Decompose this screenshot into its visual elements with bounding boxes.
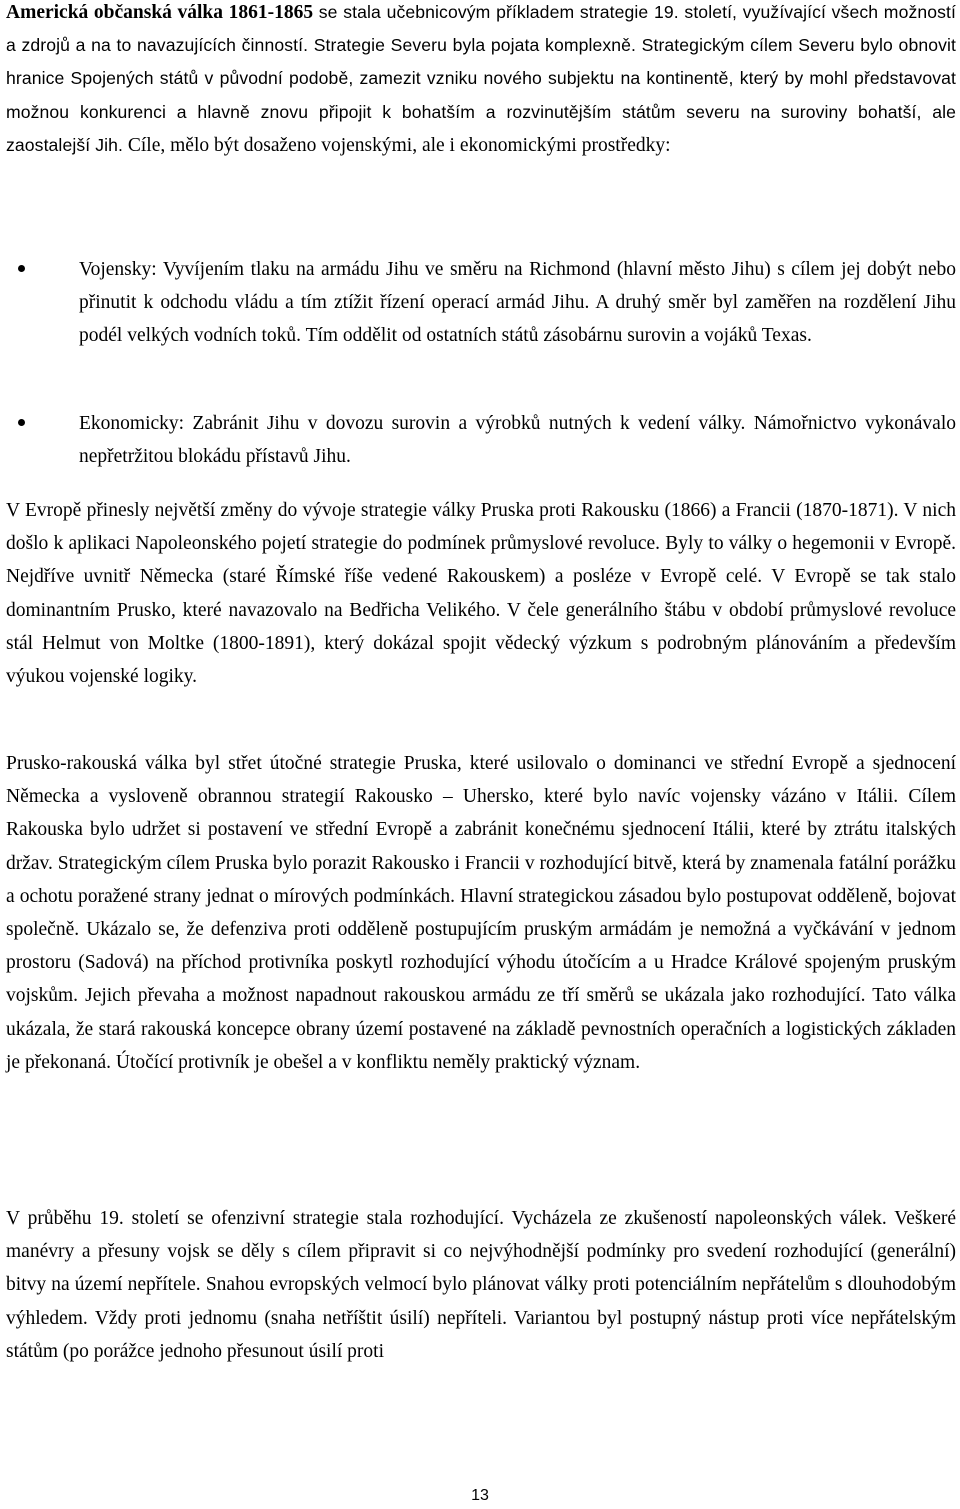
bullet-dot-icon [18,265,25,272]
bullet-text-military: Vojensky: Vyvíjením tlaku na armádu Jihu ve směru na Richmond (hlavní město Jihu) s cílem jej dobýt nebo přinutit k odchodu vládu a tím ztížit řízení operací armád Jihu. A druhý směr byl zaměřen na rozdělení Jihu podél velkých vodních toků. Tím oddělit od ostatních států zásobárnu surovin a vojáků Texas. [79,259,956,347]
paragraph-19th-century: V průběhu 19. století se ofenzivní strategie stala rozhodující. Vycházela ze zkušeností napoleonských válek. Veškeré manévry a přesuny vojsk se děly s cílem připravit si co nejvýhodnější podmínky pro svedení rozhodující (generální) bitvy na území nepřítele. Snahou evropských velmocí bylo plánovat války proti potenciálním nepřátelům s dlouhodobým výhledem. Vždy proti jednomu (snaha netříštit úsilí) nepříteli. Variantou byl postupný nástup proti více nepřátelským státům (po porážce jednoho přesunout úsilí proti [6,1208,956,1362]
intro-text-serif: Cíle, mělo být dosaženo vojenskými, ale i ekonomickými prostředky: [123,134,671,156]
paragraph-europe: V Evropě přinesly největší změny do vývoje strategie války Pruska proti Rakousku (1866) a Francii (1870-1871). V nich došlo k aplikaci Napoleonského pojetí strategie do podmínek průmyslové revoluce. Byly to války o hegemonii v Evropě. Nejdříve uvnitř Německa (staré Římské říše vedené Rakouskem) a posléze v Evropě celé. V Evropě se tak stalo dominantním Prusko, které navazovalo na Bedřicha Velikého. V čele generálního štábu v období průmyslové revoluce stál Helmut von Moltke (1800-1891), který dokázal spojit vědecký výzkum s podrobným plánováním a především výukou vojenské logiky. [6,500,956,688]
bullet-dot-icon [18,419,25,426]
page-number: 13 [471,1487,489,1504]
paragraph-prussia-austria: Prusko-rakouská válka byl střet útočné strategie Pruska, které usilovalo o dominanci ve střední Evropě a sjednocení Německa a vysloveně obrannou strategií Rakousko – Uhersko, které bylo navíc vojensky vázáno v Itálii. Cílem Rakouska bylo udržet si postavení ve střední Evropě a zabránit konečnému sjednocení Itálii, které by ztrátu italských držav. Strategickým cílem Pruska bylo porazit Rakousko i Francii v rozhodující bitvě, která by znamenala fatální porážku a ochotu poražené strany jednat o mírových podmínkách. Hlavní strategickou zásadou bylo postupovat odděleně, bojovat společně. Ukázalo se, že defenziva proti odděleně postupujícím pruským armádám je nemožná a vyčkávání v jednom prostoru (Sadová) na příchod protivníka poskytl rozhodující výhodu útočícím a u Hradce Králové spojeným pruským vojskům. Jejich převaha a možnost napadnout rakouskou armádu ze tří směrů se ukázala jako rozhodující. Tato válka ukázala, že stará rakouská koncepce obrany území postavené na základě pevnostních operačních a logistických základen je překonaná. Útočící protivník je obešel a v konfliktu neměly praktický význam. [6,753,956,1073]
intro-heading: Americká občanská válka 1861-1865 [6,2,314,23]
intro-text: se stala učebnicovým příkladem strategie 19. století, využívající všech možností a zdrojů a na to navazujících činností. Strategie Severu byla pojata komplexně. Strategickým cílem Severu bylo obnovit hranice Spojených států v původní podobě, zamezit vzniku nového subjektu na kontinentě, který by mohl představovat možnou konkurenci a hlavně znovu připojit k bohatším a rozvinutějším státům severu na suroviny bohatší, ale zaostalejší Jih. [6,2,956,155]
intro-paragraph [6,0,956,162]
bullet-text-economic: Ekonomicky: Zabránit Jihu v dovozu surovin a výrobků nutných k vedení války. Námořnictvo vykonávalo nepřetržitou blokádu přístavů Jihu. [79,413,956,468]
